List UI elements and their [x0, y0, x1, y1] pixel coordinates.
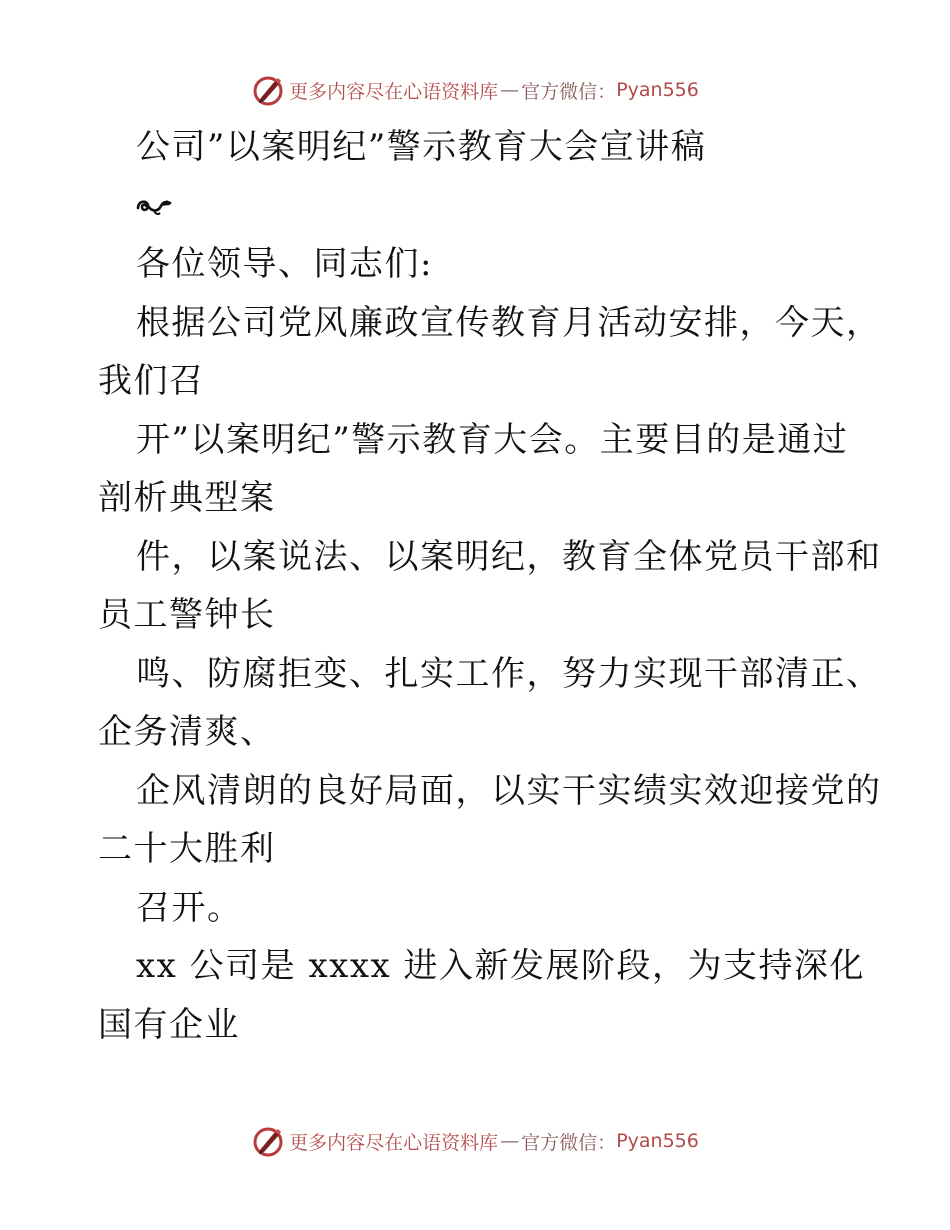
- header-separator: —: [500, 79, 520, 101]
- pen-logo-icon: [251, 1124, 285, 1158]
- document-line: 二十大胜利: [98, 829, 276, 869]
- header-wechat-id: Pyan556: [616, 79, 699, 101]
- footer-separator: —: [500, 1130, 520, 1152]
- header-promo-text: 更多内容尽在心语资料库: [289, 80, 499, 103]
- document-line: 鸣、防腐拒变、扎实工作，努力实现干部清正、: [136, 653, 882, 694]
- flourish-ornament-icon: [98, 177, 858, 236]
- document-line: 我们召: [98, 361, 205, 401]
- document-lines: [98, 235, 882, 1054]
- footer-wechat-label: 官方微信：: [521, 1131, 617, 1154]
- document-line: 件，以案说法、以案明纪，教育全体党员干部和: [136, 536, 882, 577]
- footer-promo-text: 更多内容尽在心语资料库: [289, 1131, 499, 1154]
- document-line: 剖析典型案: [98, 478, 276, 518]
- document-title: 公司”以案明纪”警示教育大会宣讲稿: [136, 127, 707, 167]
- document-line: xx 公司是 xxxx 进入新发展阶段，为支持深化: [136, 946, 865, 986]
- document-line: 召开。: [136, 887, 243, 928]
- pen-logo-icon: [251, 73, 285, 107]
- document-line: 各位领导、同志们:: [136, 244, 433, 284]
- document-line: 企风清朗的良好局面，以实干实绩实效迎接党的: [136, 770, 882, 811]
- document-line: 员工警钟长: [98, 595, 276, 635]
- document-line: 开”以案明纪”警示教育大会。主要目的是通过: [136, 419, 849, 460]
- footer-wechat-id: Pyan556: [616, 1130, 699, 1152]
- header-banner: [0, 70, 950, 110]
- header-wechat-label: 官方微信：: [521, 80, 617, 103]
- document-line: 企务清爽、: [98, 712, 276, 752]
- document-line: 根据公司党风廉政宣传教育月活动安排，今天，: [136, 302, 882, 343]
- footer-banner: [0, 1121, 950, 1161]
- document-body: [98, 118, 882, 1054]
- document-line: 国有企业: [98, 1004, 240, 1045]
